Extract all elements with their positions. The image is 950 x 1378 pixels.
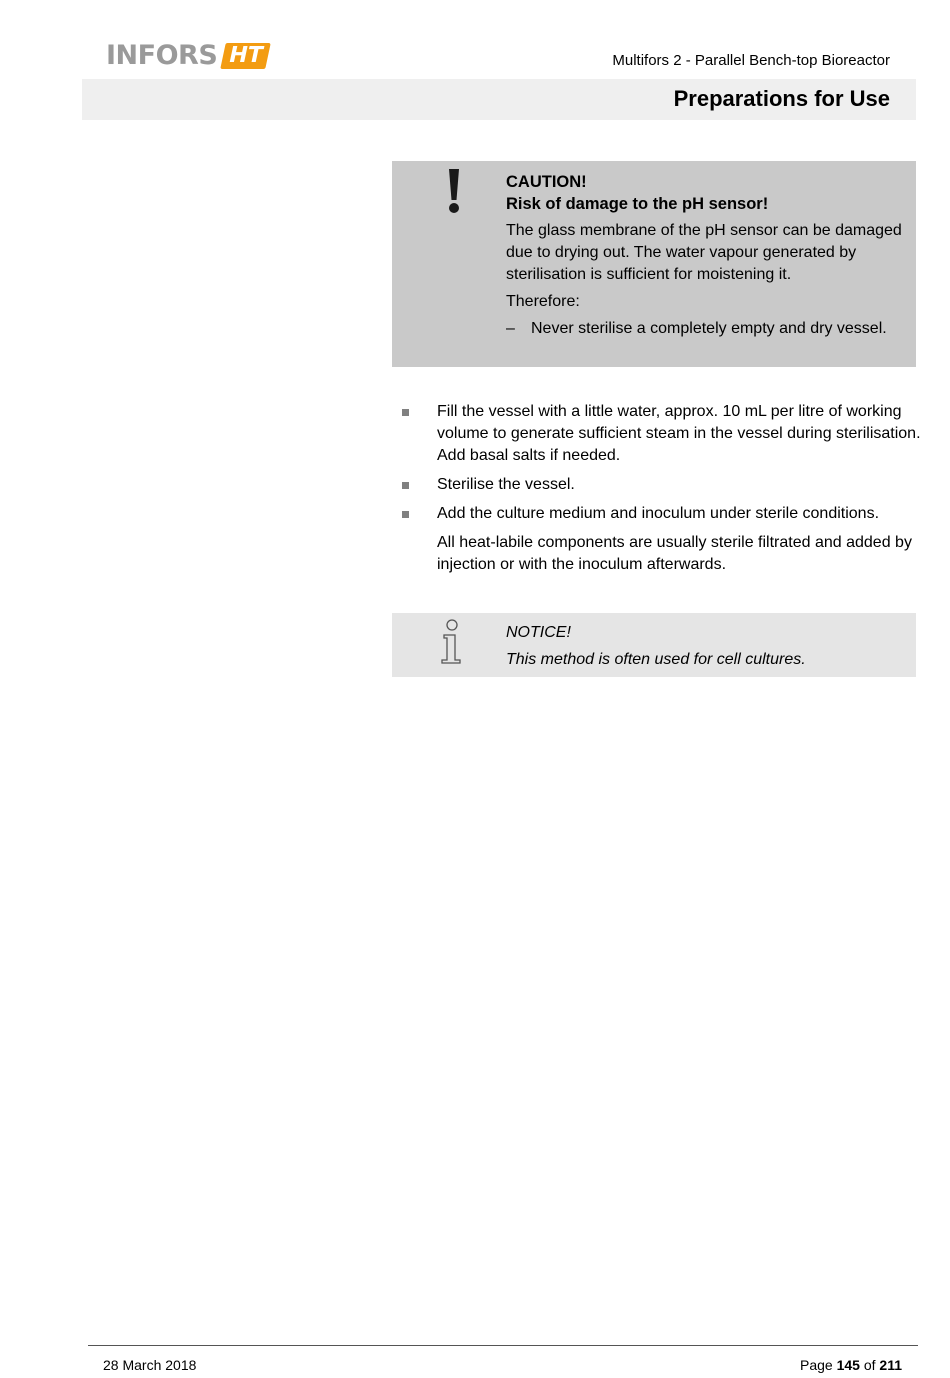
caution-box (392, 161, 916, 367)
company-logo (106, 40, 269, 72)
caution-item-text: Never sterilise a completely empty and dry vessel. (531, 320, 887, 337)
footer-divider (88, 1345, 918, 1346)
page-current: 145 (836, 1357, 860, 1373)
procedure-steps (392, 401, 932, 576)
info-icon (439, 619, 465, 665)
caution-subheading: Risk of damage to the pH sensor! (506, 195, 769, 213)
section-title: Preparations for Use (673, 86, 890, 111)
step-text: Sterilise the vessel. (437, 476, 575, 493)
logo-badge: HT (221, 43, 272, 69)
notice-box (392, 613, 916, 677)
list-item (392, 503, 932, 525)
square-bullet-icon (392, 474, 437, 496)
square-bullet-icon (392, 503, 437, 525)
step-text: Fill the vessel with a little water, approx. 10 mL per litre of working volume to generate sufficient steam in the vessel during sterilisation. Add basal salts if needed. (437, 403, 921, 464)
page-number (800, 1357, 902, 1374)
list-item (392, 474, 932, 496)
page-prefix: Page (799, 1357, 833, 1373)
caution-text: The glass membrane of the pH sensor can be damaged due to drying out. The water vapour generated by sterilisation is sufficient for moistening it. (506, 222, 902, 283)
section-header-bar (82, 79, 916, 120)
notice-heading: NOTICE! (506, 624, 571, 641)
list-item (392, 401, 932, 467)
dash-bullet: – (506, 320, 515, 337)
exclamation-icon (444, 167, 464, 215)
square-bullet-icon (392, 401, 437, 467)
notice-text: This method is often used for cell cultures. (506, 651, 806, 668)
caution-heading: CAUTION! (506, 173, 587, 191)
logo-text: INFORS (106, 40, 218, 71)
page-of: of (863, 1357, 876, 1373)
caution-therefore: Therefore: (506, 293, 580, 310)
step-text: Add the culture medium and inoculum under sterile conditions. (437, 505, 880, 522)
step-followup-text: All heat-labile components are usually sterile filtrated and added by injection or with the inoculum afterwards. (437, 534, 912, 573)
footer-date: 28 March 2018 (103, 1357, 197, 1373)
caution-list-item (506, 318, 902, 340)
document-title: Multifors 2 - Parallel Bench-top Bioreactor (612, 52, 890, 69)
page-total: 211 (879, 1357, 902, 1373)
